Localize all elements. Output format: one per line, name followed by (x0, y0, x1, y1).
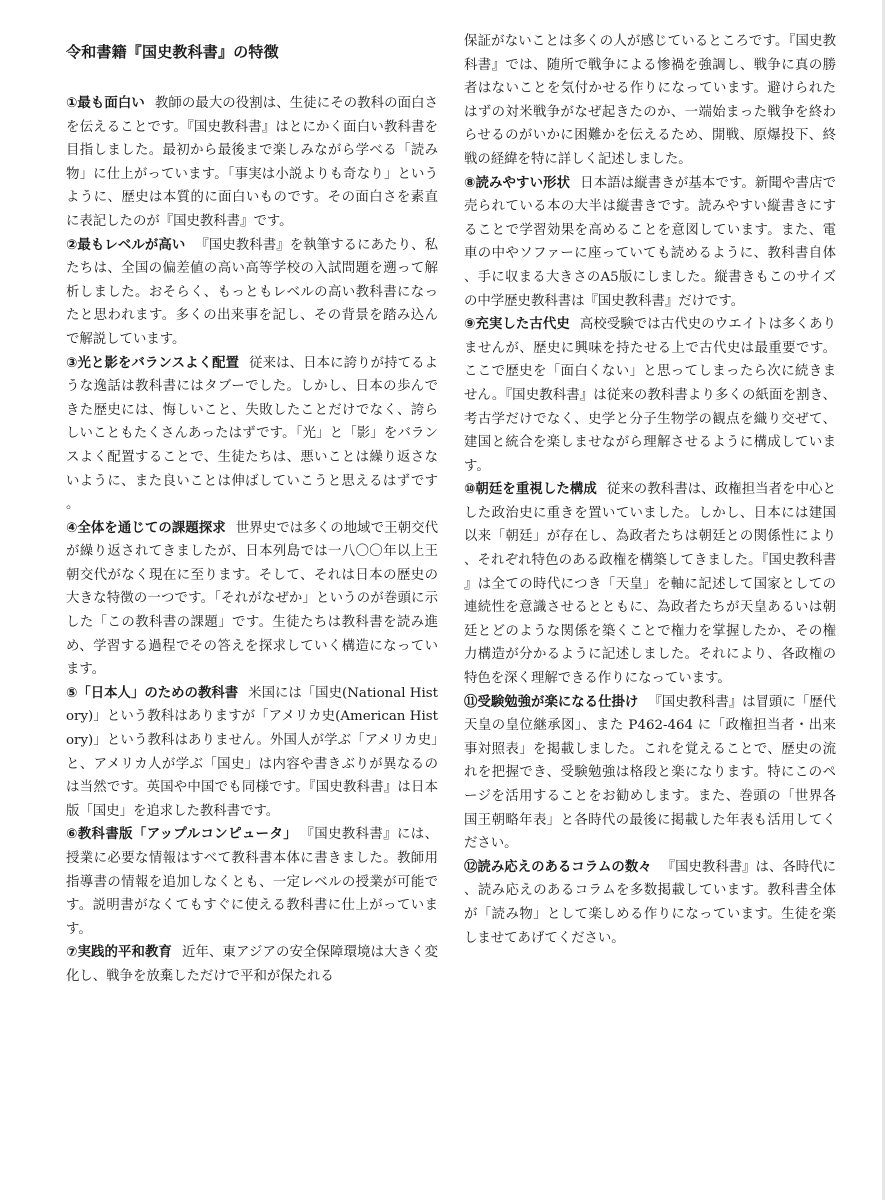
feature-11-heading: ⑪受験勉強が楽になる仕掛け (464, 694, 639, 710)
feature-8-heading: ⑧読みやすい形状 (464, 175, 571, 191)
feature-5 (66, 682, 438, 824)
feature-9 (464, 313, 836, 478)
feature-6 (66, 823, 438, 941)
feature-3-text: 従来は、日本に誇りが持てるような逸話は教科書にはタブーでした。しかし、日本の歩んできた歴史には、悔しいこと、失敗したことだけでなく、誇らしいこともたくさんあったはずです。「光」と「影」をバランスよく配置することで、生徒たちは、悪いことは繰り返さないように、また良いことは伸ばしていこうと思えるはずです。 (66, 355, 438, 513)
feature-6-text: 『国史教科書』には、授業に必要な情報はすべて教科書本体に書きました。教師用指導書の情報を追加しなくとも、一定レベルの授業が可能です。説明書がなくてもすぐに使える教科書に仕上がっています。 (66, 827, 438, 937)
feature-1-text: 教師の最大の役割は、生徒にその教科の面白さを伝えることです。『国史教科書』はとにかく面白い教科書を目指しました。最初から最後まで楽しみながら学べる「読み物」に仕上がっています。「事実は小説よりも奇なり」というように、歴史は本質的に面白いものです。その面白さを素直に表記したのが『国史教科書』です。 (66, 96, 438, 229)
feature-3-heading: ③光と影をバランスよく配置 (66, 355, 240, 371)
feature-11 (464, 691, 836, 856)
feature-3 (66, 352, 438, 517)
feature-9-text: 高校受験では古代史のウエイトは多くありませんが、歴史に興味を持たせる上で古代史は最重要です。ここで歴史を「面白くない」と思ってしまったら次に続きません。『国史教科書』は従来の教科書より多くの紙面を割き、考古学だけでなく、史学と分子生物学の観点を織り交ぜて、建国と統合を楽しませながら理解させるように構成しています。 (464, 317, 836, 474)
feature-10-heading: ⑩朝廷を重視した構成 (464, 482, 597, 498)
feature-12-text: 『国史教科書』は、各時代に、読み応えのあるコラムを多数掲載しています。教科書全体が「読み物」として楽しめる作りになっています。生徒を楽しませてあげてください。 (464, 859, 837, 946)
feature-12 (464, 856, 836, 950)
feature-1-heading: ①最も面白い (66, 96, 145, 111)
feature-8 (464, 172, 836, 314)
feature-6-heading: ⑥教科書版「アップルコンピュータ」 (66, 827, 298, 843)
feature-10 (464, 478, 836, 690)
feature-5-heading: ⑤「日本人」のための教科書 (66, 685, 239, 701)
left-column (66, 30, 438, 989)
feature-7 (66, 941, 438, 988)
feature-4-text: 世界史では多くの地域で王朝交代が繰り返されてきましたが、日本列島では一八〇〇年以上王朝交代がなく現在に至ります。そして、それは日本の歴史の大きな特徴の一つです。「それがなぜか」というのが巻頭に示した「この教科書の課題」です。生徒たちは教科書を読み進め、学習する過程でその答えを探求していく構造になっています。 (66, 520, 439, 678)
feature-4 (66, 517, 438, 682)
feature-10-text: 従来の教科書は、政権担当者を中心とした政治史に重きを置いていました。しかし、日本には建国以来「朝廷」が存在し、為政者たちは朝廷との関係性により、それぞれ特色のある政権を構築してきました。『国史教科書』は全ての時代につき「天皇」を軸に記述して国家としての連続性を意識させるとともに、為政者たちが天皇あるいは朝廷とどのような関係を築くことで権力を掌握したか、その権力構造が分かるように記述しました。それにより、各政権の特色を深く理解できる作りになっています。 (464, 482, 837, 687)
right-column (464, 30, 836, 950)
feature-12-heading: ⑫読み応えのあるコラムの数々 (464, 859, 652, 875)
feature-5-text: 米国には「国史(National History)」という教科はありますが「アメリカ史(American History)」という教科はありません。外国人が学ぶ「アメリカ史」と、アメリカ人が学ぶ「国史」は内容や書きぶりが異なるのは当然です。英国や中国でも同様です。『国史教科書』は日本版「国史」を追求した教科書です。 (66, 685, 438, 819)
feature-2-text: 『国史教科書』を執筆するにあたり、私たちは、全国の偏差値の高い高等学校の入試問題を遡って解析しました。おそらく、もっともレベルの高い教科書になったと思われます。多くの出来事を記し、その背景を踏み込んで解説しています。 (66, 237, 438, 347)
feature-4-heading: ④全体を通じての課題探求 (66, 520, 226, 536)
feature-7-heading: ⑦実践的平和教育 (66, 945, 173, 961)
feature-11-text: 『国史教科書』は冒頭に「歴代天皇の皇位継承図」、また P462-464 に「政権担当者・出来事対照表」を掲載しました。これを覚えることで、歴史の流れを把握でき、受験勉強は格段と楽になります。特にこのページを活用することをお勧めします。また、巻頭の「世界各国王朝略年表」と各時代の最後に掲載した年表も活用してください。 (464, 694, 837, 852)
feature-9-heading: ⑨充実した古代史 (464, 317, 570, 333)
feature-8-text: 日本語は縦書きが基本です。新聞や書店で売られている本の大半は縦書きです。読みやすい縦書きにすることで学習効果を高めることを意図しています。また、電車の中やソファーに座っていても読めるように、教科書自体、手に収まる大きさのA5版にしました。縦書きもこのサイズの中学歴史教科書は『国史教科書』だけです。 (464, 175, 836, 309)
feature-7-text: 近年、東アジアの安全保障環境は大きく変化し、戦争を放棄しただけで平和が保たれる (66, 945, 438, 984)
document-title: 令和書籍『国史教科書』の特徴 (66, 43, 279, 61)
feature-7-continuation: 保証がないことは多くの人が感じているところです。『国史教科書』では、随所で戦争による惨禍を強調し、戦争に真の勝者はないことを気付かせる作りになっています。避けられたはずの対米戦争がなぜ起きたのか、一端始まった戦争を終わらせるのがいかに困難かを伝えるため、開戦、原爆投下、終戦の経緯を特に詳しく記述しました。 (464, 34, 836, 167)
feature-2 (66, 234, 438, 352)
feature-2-heading: ②最もレベルが高い (66, 237, 186, 253)
feature-1 (66, 92, 438, 234)
